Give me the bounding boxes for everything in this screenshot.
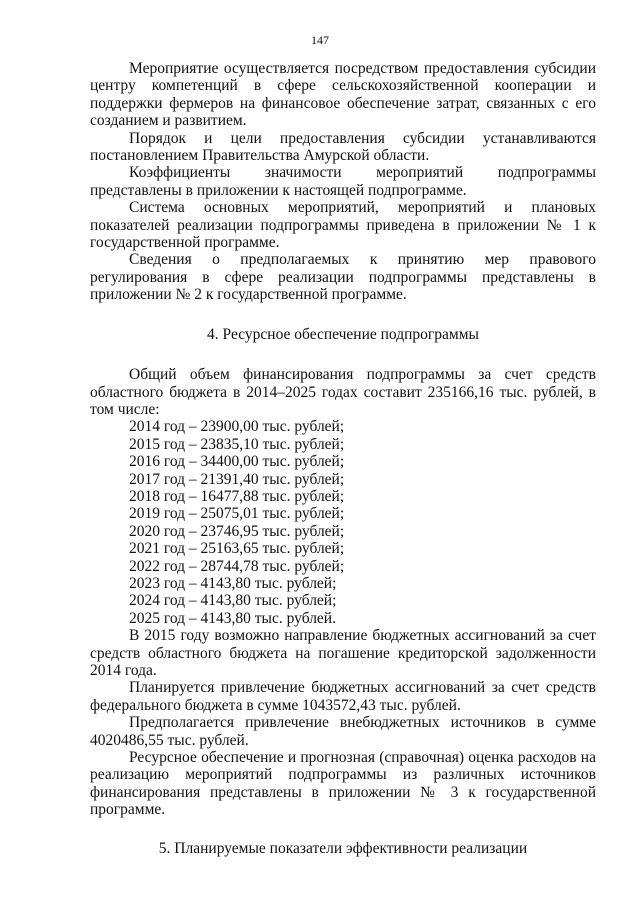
section-5-heading: 5. Планируемые показатели эффективности реализации: [158, 839, 528, 857]
funding-year-item: 2025 год – 4143,80 тыс. рублей.: [129, 609, 336, 627]
funding-year-item: 2019 год – 25075,01 тыс. рублей;: [129, 505, 345, 523]
document-body: [90, 60, 596, 857]
paragraph-legal-regulation: Сведения о предполагаемых к принятию мер правового регулирования в сфере реализации подпрограммы представлены в приложении № 2 к государственной программе.: [90, 251, 596, 304]
funding-year-item: 2021 год – 25163,65 тыс. рублей;: [129, 540, 345, 558]
funding-year-item: 2014 год – 23900,00 тыс. рублей;: [129, 418, 345, 436]
paragraph-subsidy-procedure: Порядок и цели предоставления субсидии устанавливаются постановлением Правительства Амурской области.: [90, 129, 596, 165]
funding-year-item: 2024 год – 4143,80 тыс. рублей;: [129, 592, 337, 610]
funding-year-item: 2017 год – 21391,40 тыс. рублей;: [129, 470, 345, 488]
page-number: 147: [311, 33, 329, 47]
paragraph-significance-coefficients: Коэффициенты значимости мероприятий подпрограммы представлены в приложении к настоящей подпрограмме.: [90, 164, 596, 199]
funding-year-item: 2022 год – 28744,78 тыс. рублей;: [129, 557, 345, 575]
paragraph-debt-repayment: В 2015 году возможно направление бюджетных ассигнований за счет средств областного бюджета на погашение кредиторской задолженности 2014 года.: [90, 627, 596, 679]
paragraph-extrabudgetary-funding: Предполагается привлечение внебюджетных источников в сумме 4020486,55 тыс. рублей.: [90, 714, 596, 749]
funding-year-item: 2016 год – 34400,00 тыс. рублей;: [129, 453, 345, 471]
annual-funding-list: [90, 418, 596, 627]
funding-year-item: 2015 год – 23835,10 тыс. рублей;: [129, 435, 345, 453]
section-4-heading: 4. Ресурсное обеспечение подпрограммы: [207, 325, 479, 343]
paragraph-resource-estimate: Ресурсное обеспечение и прогнозная (справочная) оценка расходов на реализацию мероприятий подпрограммы из различных источников финансирования представлены в приложении № 3 к государственной программе.: [90, 749, 596, 819]
paragraph-federal-funding: Планируется привлечение бюджетных ассигнований за счет средств федерального бюджета в сумме 1043572,43 тыс. рублей.: [90, 679, 596, 714]
funding-year-item: 2020 год – 23746,95 тыс. рублей;: [129, 522, 345, 540]
paragraph-subsidy-description: Мероприятие осуществляется посредством предоставления субсидии центру компетенций в сфере сельскохозяйственной кооперации и поддержки фермеров на финансовое обеспечение затрат, связанных с его созданием и развитием.: [90, 60, 596, 130]
paragraph-total-funding: Общий объем финансирования подпрограммы за счет средств областного бюджета в 2014–2025 годах составит 235166,16 тыс. рублей, в том числе:: [90, 366, 596, 418]
paragraph-activities-system: Система основных мероприятий, мероприятий и плановых показателей реализации подпрограммы приведена в приложении № 1 к государственной программе.: [90, 199, 596, 252]
funding-year-item: 2023 год – 4143,80 тыс. рублей;: [129, 574, 337, 592]
funding-year-item: 2018 год – 16477,88 тыс. рублей;: [129, 487, 345, 505]
